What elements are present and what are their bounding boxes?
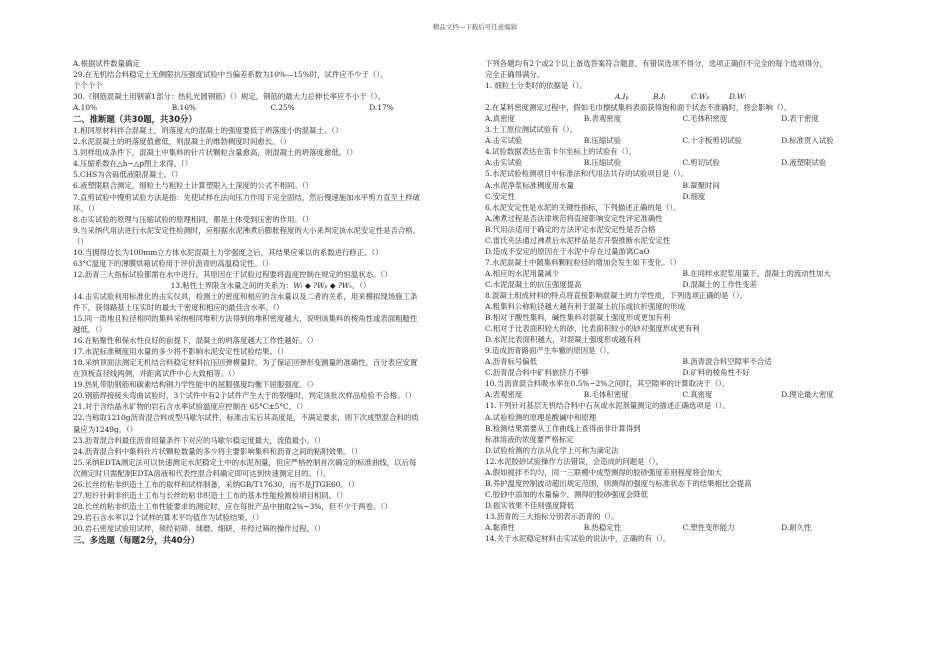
- option: D.混凝土的工作性变差: [682, 279, 758, 289]
- text-line: B.养护温度控制波动超出规定范围，则测得的强度与标准状态下的结果相比会提高: [485, 478, 752, 488]
- option: C.水泥混凝土的抗压强度提高: [485, 279, 582, 289]
- formula-tail: 。（）: [351, 280, 371, 290]
- option: A.Iₚ: [615, 92, 629, 102]
- text-line: A.根据试件数量确定: [73, 59, 140, 68]
- text-line: 25.采纳EDTA测定法可以快速测定水泥稳定土中的水泥剂量，但应严格控制首次确定的标准曲线，以后每: [73, 457, 417, 467]
- text-line: 14.击实试验利用标准化的击实仪具，检测土的密度和相应的含水量以及二者的关系，用来模拟现场施工条: [73, 291, 418, 301]
- text-line: B.检测结果需要从工作曲线上查得而非计算得到: [485, 423, 641, 433]
- option: B.表观密度: [583, 114, 622, 124]
- option: C.沥青混合料中矿料嵌挤力不够: [485, 368, 589, 378]
- options-row: [485, 268, 880, 279]
- option: D.液塑限试验: [781, 158, 827, 168]
- text-line: A.假如搅拌不均匀，同一三联模中成型测得的胶砂强度差别程度将会加大: [485, 467, 722, 477]
- option: C.毛体积密度: [682, 114, 728, 124]
- text-line: （）: [73, 236, 88, 246]
- options-row: [485, 191, 880, 202]
- text-line: 6.水泥安定性是水泥的关键性指标，下列描述正确的是（）。: [485, 202, 681, 212]
- text-line: 8.击实试验的原理与压缩试验的原理相同，都是土体受到压密的作用。（）: [73, 214, 313, 224]
- text-line: 16.在粘聚性和保水性良好的前提下，混凝土的坍落度越大工作性越好。（）: [73, 336, 318, 346]
- text-line: 量应为1249g。（）: [73, 424, 138, 434]
- text-line: 9.当采纳代用法进行水泥安定性检测时，应根据水泥沸煮后膨胀程度的大小来判定该水泥安定性是否合格。: [73, 225, 421, 235]
- option: A.水泥净浆标准稠度用水量: [485, 180, 574, 190]
- text-line: 9.造成沥青路面产生车辙的原因是（）。: [485, 346, 614, 356]
- text-line: 完全正确得满分。: [485, 70, 545, 80]
- option: D.细度: [682, 191, 706, 201]
- text-line: 13.沥青的三大指标分别表示沥青的（）。: [485, 511, 619, 521]
- text-line: D.水泥比表面积越大，对混凝土强度形成越有利: [485, 335, 641, 345]
- text-line: D.振实效果不佳则强度降低: [485, 500, 575, 510]
- option: C.Wₚ: [691, 92, 710, 102]
- option: C.塑性变形能力: [682, 522, 735, 532]
- option: B.Iₗ: [653, 92, 666, 102]
- text-line: C.相对于比表面积较大的砂，比表面积较小的砂对强度形成更有利: [485, 324, 700, 334]
- option: D.Wₗ: [729, 92, 747, 102]
- option: A.黏滞性: [485, 522, 515, 532]
- text-line: 2.水泥混凝土的坍落度值愈低，则混凝土的维勃稠度时间愈长。（）: [73, 137, 291, 147]
- text-line: 下列各题均有2个或2个以上备选答案符合题意，有错误选项不得分，选项正确但不完全的每个选项得分，: [485, 59, 827, 68]
- option: D.17%: [369, 103, 394, 113]
- text-line: 标准溶液的浓度要严格标定: [485, 434, 574, 444]
- option: B.毛体积密度: [583, 390, 629, 400]
- option: D.理论最大密度: [781, 390, 834, 400]
- text-line: 27.短纤针刺非织造土工布与长丝纺粘非织造土工布的基本性能检测检项目相同。（）: [73, 490, 348, 500]
- text-line: 12.沥青三大指标试验都需在水中进行，其原因在于试验过程要将温度控制在规定的恒温状态。（）: [73, 269, 392, 279]
- text-line: 次测定时只需配制EDTA溶液和代表性混合料确定即可达到快速测定目的。（）。: [73, 468, 331, 478]
- text-line: 12.水泥胶砂试验操作方法错误，会造成的问题是（）。: [485, 456, 664, 466]
- options-row: [485, 279, 880, 290]
- text-line: 63°C温度下的薄膜烘箱试验用于评价沥青的高温稳定性。（）: [73, 258, 273, 268]
- text-line: C.雷氏夹法通过沸煮后水泥样品是否开裂推断水泥安定性: [485, 235, 671, 245]
- text-line: 10.当沥青混合料吸水率在0.5%~2%之间时，其空隙率的计算取决于（）。: [485, 379, 730, 389]
- text-line: 29.在无机结合料稳定土无侧限抗压强度试验中当偏差系数为10%—15%时，试件应不少于（）。: [73, 70, 388, 80]
- text-line: C.胶砂中添加的水量偏少，测得的胶砂强度会降低: [485, 489, 648, 499]
- options-row: [485, 389, 880, 400]
- text-line: 坏。（）: [73, 203, 99, 213]
- option: A.击实试验: [485, 136, 523, 146]
- text-line: 3.同样组成条件下，混凝土中集料的针片状颗粒含量愈高，则混凝土的坍落度愈低。（）: [73, 148, 358, 158]
- text-line: 3.土工原位测试试验有（）。: [485, 125, 578, 135]
- formula-line: [73, 280, 468, 291]
- options-row: [485, 135, 880, 146]
- options-row: [485, 356, 880, 367]
- formula-lead: 13.粘性土界限含水量之间的关系为：: [170, 280, 294, 290]
- text-line: 4.试验数据表达在笛卡尔坐标上的试验有（）。: [485, 147, 637, 157]
- text-line: 23.沥青混合料最佳沥青用量条件下对应的马歇尔稳定度最大，流值最小。（）: [73, 435, 325, 445]
- section-heading: 二、推断题（共30题，共30分）: [73, 114, 197, 125]
- left-column: [73, 58, 468, 546]
- options-row: [73, 102, 468, 113]
- options-row: [485, 113, 880, 124]
- text-line: 24.沥青混合料中集料针片状颗粒数量的多少将主要影响集料和沥青之间的粘附效果。（）: [73, 446, 362, 456]
- text-line: 7.水泥混凝土中随集料颗粒粒径的增加会发生如下变化。（）: [485, 257, 681, 267]
- option: A.10%: [73, 103, 98, 113]
- text-line: A.沸煮过程是否法律规范将直接影响安定性评定准确性: [485, 213, 663, 223]
- option: D.耐久性: [781, 522, 812, 532]
- text-line: B.代用法适用于确定的方法评定水泥安定性是否合格: [485, 224, 656, 234]
- options-row: [485, 367, 880, 378]
- text-line: 30.岩石密度试验用试样，须经初碎、球磨、细研，并经过筛的操作过程。（）: [73, 523, 325, 533]
- text-line: 17.水泥标准稠度用水量的多少将不影响水泥安定性试验结果。（）: [73, 347, 288, 357]
- text-line: 19.热轧带肋钢筋和碳素结构钢力学性能中的屈服强度均衡下屈服强度。（）: [73, 380, 318, 390]
- text-line: 6.液塑限联合测定，细粒土与粗粒土计算塑限入土深度的公式不相同。（）: [73, 181, 313, 191]
- option: B.凝聚时间: [682, 180, 720, 190]
- text-line: 10.当拥得边长为100mm立方体水泥混凝土力学强度之后，其结果应乘以的系数进行修正。（）: [73, 247, 383, 257]
- option: B.沥青混合料空隙率不合适: [682, 357, 772, 367]
- option: D.标准贯入试验: [781, 136, 834, 146]
- right-column: [485, 58, 880, 544]
- text-line: A.试验检测的原理是酸碱中和原理: [485, 412, 597, 422]
- text-line: B.相对于酸性集料，碱性集料对混凝土强度形成更加有利: [485, 313, 671, 323]
- text-line: 20.钢筋焊接接头弯曲试验时，3个试件中有2个试件产生大于的裂缝时，判定该批次样品检验不合格。（）: [73, 391, 416, 401]
- section-heading: 三、多选题（每题2分，共40分）: [73, 534, 200, 545]
- text-line: 件下，获得路基土压实时的最大干密度和相应的最佳含水率。（）: [73, 302, 284, 312]
- text-line: 个个个个: [73, 81, 103, 91]
- text-line: 15.同一质地且粒径相同的集料采纳相同堆积方法得到的堆积密度越大，说明该集料的棱角性或表面粗糙性: [73, 314, 418, 324]
- options-row: [485, 522, 880, 533]
- option: B.热稳定性: [583, 522, 622, 532]
- option: C.十字板剪切试验: [682, 136, 742, 146]
- options-row: [485, 180, 880, 191]
- text-line: 1. 细粒土分类时的依据是（）。: [485, 81, 587, 91]
- text-line: 1.相同原材料拌合混凝土，坍落度大的混凝土的强度要低于坍落度小的混凝土。（）: [73, 126, 343, 136]
- text-line: 4.压缩系数在△h~△p图上求得。（）: [73, 159, 193, 169]
- text-line: A.粗集料公称粒径越大越有利于混凝土抗压或抗折强度的形成: [485, 302, 685, 312]
- text-line: 22.当称取1210g沥青混合料成型马歇尔试件，标准击实后其高度是，不满足要求，则下次成型混合料的质: [73, 413, 419, 423]
- option: A.击实试验: [485, 158, 523, 168]
- text-line: D.试验检测的方法从化学上可称为滴定法: [485, 445, 619, 455]
- text-line: 2.在某料密度测定过程中，假如毛巾擦拭集料表面获得饱和面干状态不准确时，将会影响（）。: [485, 103, 792, 113]
- text-line: 26.长丝纺粘非织造土工布的取样和试样制备，采纳GB/T17630，而不是JTGE60。（）: [73, 479, 359, 489]
- option: B.压缩试验: [583, 136, 622, 146]
- option: D.表干密度: [781, 114, 819, 124]
- options-row: [485, 157, 880, 168]
- option: C.25%: [270, 103, 295, 113]
- text-line: 18.采纳顶面法测定无机结合料稳定材料抗压回弹模量时，为了保证回弹形变测量的准确性，百分表应安置: [73, 358, 418, 368]
- text-line: 29.岩石含水率以2个试样的算术平均值作为试验结果。（）: [73, 512, 264, 522]
- option: A.沥青标号偏低: [485, 357, 538, 367]
- text-line: 5.CHS为含砾低液限混凝土。（）: [73, 170, 183, 180]
- option: B.在同样水泥浆用量下，混凝土的流动性加大: [682, 268, 831, 278]
- formula-expression: Wₗ ◆ ?Wₚ ◆ ?Wₛ: [293, 280, 352, 290]
- option: D.矿料的棱角性不好: [682, 368, 750, 378]
- text-line: 21.对于含结晶水矿物的岩石含水率试验温度应控制在 65°C±5°C。（）: [73, 402, 308, 412]
- option: A.真密度: [485, 114, 515, 124]
- text-line: 5.水泥试验检测项目中标准法和代用法共存的试验项目是（）。: [485, 169, 688, 179]
- option: A.相应的水泥用量减少: [485, 268, 560, 278]
- option: C.真密度: [682, 390, 713, 400]
- option: A.表观密度: [485, 390, 523, 400]
- option: C.安定性: [485, 191, 515, 201]
- option: B.16%: [171, 103, 196, 113]
- text-line: 在顶板直径线两侧，并距离试件中心大致相等。（）: [73, 369, 240, 379]
- text-line: 8.混凝土组成材料的特点将直接影响混凝土的力学性质，下列选项正确的是（）。: [485, 290, 748, 300]
- text-line: D.造成不安定的原因在于水泥中存在过量游离CaO: [485, 246, 650, 256]
- text-line: 28.长丝纺粘非织造土工布性能要求的测定时，应在每批产品中抽取2%~3%，但不少于两卷。（）: [73, 501, 392, 511]
- text-line: 越低。（）: [73, 325, 107, 335]
- text-line: 14.关于水泥稳定材料击实试验的说法中，正确的有（）。: [485, 534, 671, 544]
- option: C.剪切试验: [682, 158, 720, 168]
- options-row: [485, 91, 880, 102]
- text-line: 7.直剪试验中慢剪试验方法是指：先使试样在法向压力作用下完全固结，然后慢速施加水平剪力直至土样破: [73, 192, 421, 202]
- text-line: 11.下列针对基层无机结合料中石灰或水泥剂量测定的描述正确选项是（）。: [485, 401, 730, 411]
- option: B.压缩试验: [583, 158, 622, 168]
- text-line: 30.《钢筋混凝土用钢第1部分：热轧光圆钢筋》（）规定，钢筋的最大力总伸长率应不小于（）。: [73, 92, 386, 102]
- page-header: 精品文档---下载后可任意编辑: [432, 23, 518, 31]
